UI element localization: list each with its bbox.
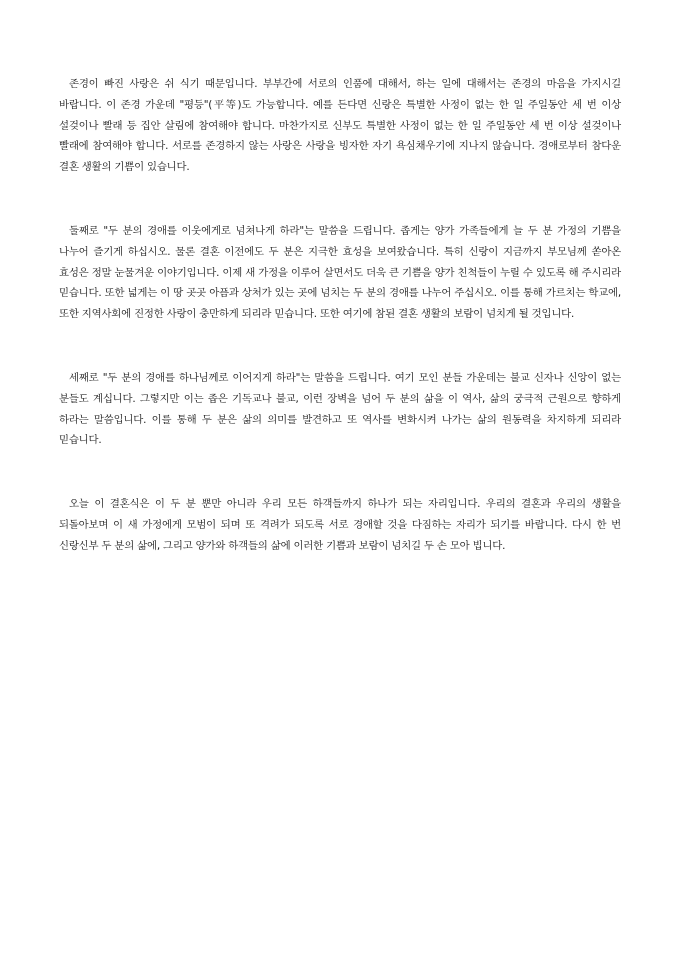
paragraph-neighbors: 둘째로 "두 분의 경애를 이웃에게로 넘쳐나게 하라"는 말씀을 드립니다. 좁게는 양가 가족들에게 늘 두 분 가정의 기쁨을 나누어 즐기게 하십시오. 물론 결혼 이전에도 두 분은 지극한 효성을 보여왔습니다. 특히 신랑이 지금까지 부모님께 쏟아온 효성은 정말 눈물겨운 이야기입니다. 이제 새 가정을 이루어 살면서도 더욱 큰 기쁨을 양가 친척들이 누릴 수 있도록 해 주시리라 믿습니다. 또한 넓게는 이 땅 곳곳 아픔과 상처가 있는 곳에 넘치는 두 분의 경애를 나누어 주십시오. 이를 통해 가르치는 학교에, 또한 지역사회에 진정한 사랑이 충만하게 되리라 믿습니다. 또한 여기에 참된 결혼 생활의 보람이 넘치게 될 것입니다.	[59, 224, 621, 321]
paragraph-god: 세째로 "두 분의 경애를 하나님께로 이어지게 하라"는 말씀을 드립니다. 여기 모인 분들 가운데는 불교 신자나 신앙이 없는 분들도 계십니다. 그렇지만 이는 좁은 기독교나 불교, 이런 장벽을 넘어 두 분의 삶을 이 역사, 삶의 궁극적 근원으로 향하게 하라는 말씀입니다. 이를 통해 두 분은 삶의 의미를 발견하고 또 역사를 변화시켜 나가는 삶의 원동력을 차지하게 되리라 믿습니다.	[59, 371, 621, 447]
paragraph-respect: 존경이 빠진 사랑은 쉬 식기 때문입니다. 부부간에 서로의 인품에 대해서, 하는 일에 대해서는 존경의 마음을 가지시길 바랍니다. 이 존경 가운데 "평등"(平等)도 가능합니다. 예를 든다면 신랑은 특별한 사정이 없는 한 일 주일동안 세 번 이상 설겆이나 빨래 등 집안 살림에 참여해야 합니다. 마찬가지로 신부도 특별한 사정이 없는 한 일 주일동안 세 번 이상 설겆이나 빨래에 참여해야 합니다. 서로를 존경하지 않는 사랑은 사랑을 빙자한 자기 욕심채우기에 지나지 않습니다. 경애로부터 참다운 결혼 생활의 기쁨이 있습니다.	[59, 78, 621, 174]
paragraph-closing: 오늘 이 결혼식은 이 두 분 뿐만 아니라 우리 모든 하객들까지 하나가 되는 자리입니다. 우리의 결혼과 우리의 생활을 되돌아보며 이 새 가정에게 모범이 되며 또 격려가 되도록 서로 경애할 것을 다짐하는 자리가 되기를 바랍니다. 다시 한 번 신랑신부 두 분의 삶에, 그리고 양가와 하객들의 삶에 이러한 기쁨과 보람이 넘치길 두 손 모아 빕니다.	[59, 498, 621, 552]
document-body	[59, 74, 621, 557]
